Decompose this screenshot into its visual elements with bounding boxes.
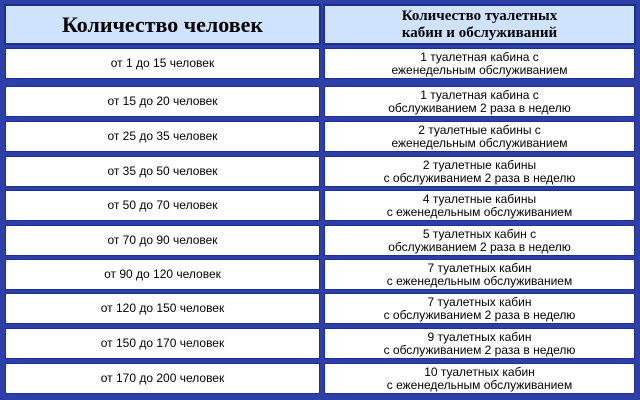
header-people: Количество человек (4, 4, 321, 45)
table-row-people: от 70 до 90 человек (5, 225, 320, 256)
table-row-people: от 170 до 200 человек (5, 363, 320, 394)
table-row-people: от 50 до 70 человек (5, 190, 320, 221)
table-row-service: 10 туалетных кабин с еженедельным обслуживанием (324, 363, 635, 394)
table-row-service: 1 туалетная кабина с еженедельным обслуживанием (324, 48, 635, 79)
table-row-service: 4 туалетные кабины с еженедельным обслуживанием (324, 190, 635, 221)
table-row-people: от 25 до 35 человек (5, 121, 320, 152)
table-row-people: от 120 до 150 человек (5, 293, 320, 324)
table-row-people: от 15 до 20 человек (5, 86, 320, 117)
table-row-people: от 35 до 50 человек (5, 156, 320, 187)
table-row-service: 2 туалетные кабины с еженедельным обслуживанием (324, 121, 635, 152)
table-row-service: 7 туалетных кабин с обслуживанием 2 раза в неделю (324, 293, 635, 324)
table-row-service: 7 туалетных кабин с еженедельным обслуживанием (324, 259, 635, 290)
table-row-people: от 1 до 15 человек (5, 48, 320, 79)
table-row-people: от 90 до 120 человек (5, 259, 320, 290)
table-row-service: 5 туалетных кабин с обслуживанием 2 раза в неделю (324, 225, 635, 256)
table-row-service: 9 туалетных кабин с обслуживанием 2 раза в неделю (324, 328, 635, 359)
table-row-service: 1 туалетная кабина с обслуживанием 2 раза в неделю (324, 86, 635, 117)
table-row-service: 2 туалетные кабины с обслуживанием 2 раза в неделю (324, 156, 635, 187)
header-cabins-service: Количество туалетных кабин и обслуживаний (323, 4, 636, 45)
table-row-people: от 150 до 170 человек (5, 328, 320, 359)
